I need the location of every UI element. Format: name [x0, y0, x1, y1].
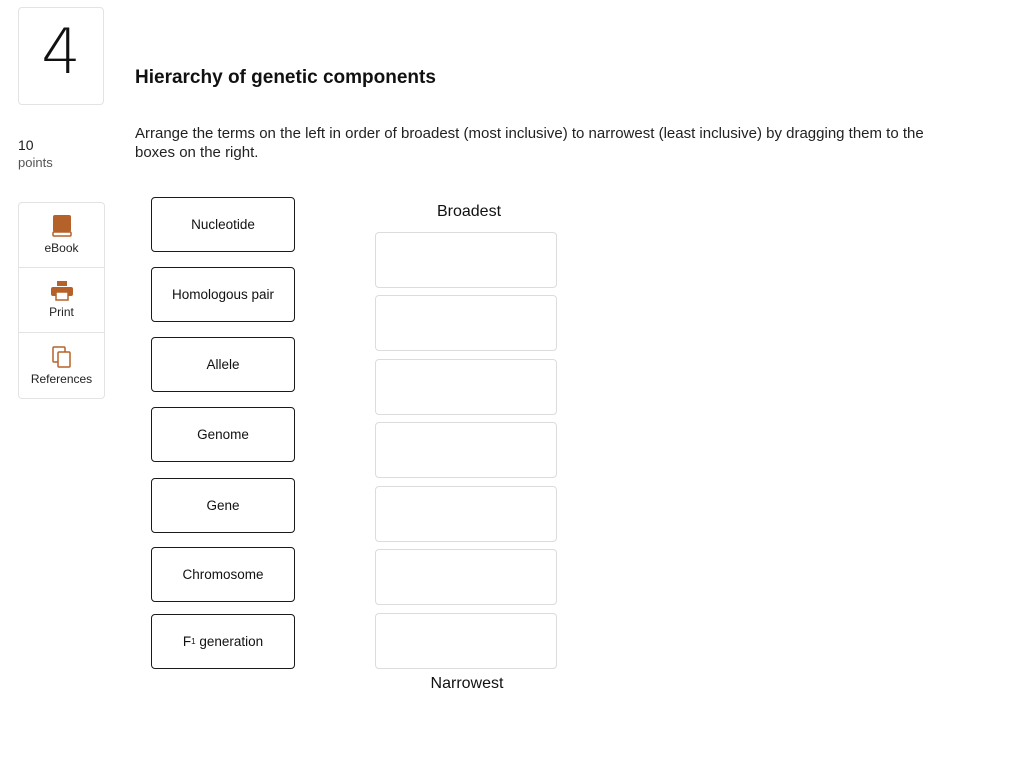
question-number: 4	[41, 15, 81, 88]
drop-slot[interactable]	[375, 613, 557, 669]
book-icon	[52, 215, 72, 237]
term-chromosome[interactable]: Chromosome	[151, 547, 295, 602]
ebook-button[interactable]	[19, 203, 104, 268]
print-button[interactable]	[19, 268, 104, 333]
term-f1-suffix: generation	[195, 634, 264, 649]
term-f1-generation[interactable]	[151, 614, 295, 669]
term-f1-subscript: 1	[191, 637, 196, 646]
drop-slot[interactable]	[375, 549, 557, 605]
term-gene[interactable]: Gene	[151, 478, 295, 533]
question-instructions: Arrange the terms on the left in order of broadest (most inclusive) to narrowest (least inclusive) by dragging them to the boxes on the right.	[135, 125, 924, 161]
points-label: points	[18, 155, 53, 170]
term-allele[interactable]: Allele	[151, 337, 295, 392]
term-f1-prefix: F	[182, 634, 192, 649]
drop-slot[interactable]	[375, 486, 557, 542]
drop-slot[interactable]	[375, 295, 557, 351]
points-value: 10	[18, 137, 34, 153]
ebook-label: eBook	[44, 241, 79, 255]
references-button[interactable]	[19, 333, 104, 398]
drop-slot[interactable]	[375, 232, 557, 288]
printer-icon	[51, 281, 73, 301]
question-number-box	[18, 7, 104, 105]
term-nucleotide[interactable]: Nucleotide	[151, 197, 295, 252]
copy-pages-icon	[52, 346, 72, 368]
term-genome[interactable]: Genome	[151, 407, 295, 462]
drop-slot[interactable]	[375, 359, 557, 415]
points-info	[18, 136, 53, 172]
tools-panel	[18, 202, 105, 399]
narrowest-label: Narrowest	[430, 675, 504, 692]
print-label: Print	[49, 305, 74, 319]
references-label: References	[30, 371, 93, 386]
drop-slot[interactable]	[375, 422, 557, 478]
term-homologous-pair[interactable]: Homologous pair	[151, 267, 295, 322]
broadest-label: Broadest	[436, 203, 502, 220]
question-title: Hierarchy of genetic components	[135, 67, 436, 88]
